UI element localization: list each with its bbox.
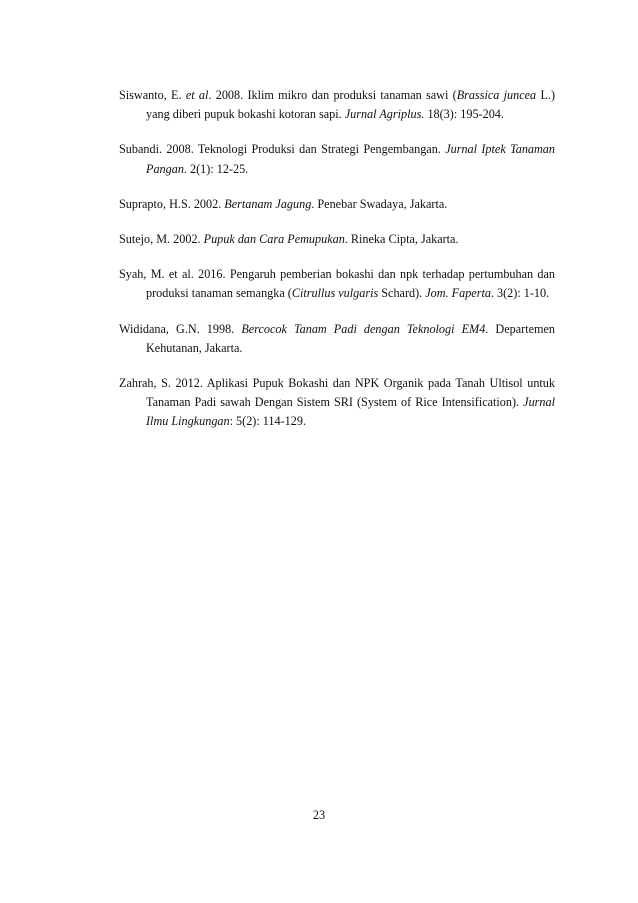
reference-italic-text: Jurnal Agriplus.: [344, 107, 425, 122]
reference-italic-text: Pupuk dan Cara Pemupukan: [203, 232, 345, 247]
reference-text: Syah, M. et al. 2016. Pengaruh pemberian bokashi dan npk terhadap pertumbuhan dan produksi tanaman semangka (: [119, 267, 555, 301]
reference-entry: [119, 140, 555, 178]
reference-text: L.) yang diberi pupuk bokashi kotoran sapi.: [146, 88, 556, 122]
reference-entry: [119, 374, 555, 432]
reference-italic-text: Citrullus vulgaris: [291, 286, 379, 301]
reference-entry: [119, 265, 555, 303]
reference-text: 18(3): 195-204.: [424, 107, 504, 122]
reference-text: . 3(2): 1-10.: [490, 286, 550, 301]
reference-italic-text: Jom. Faperta: [425, 286, 491, 301]
reference-italic-text: Jurnal Ilmu Lingkungan: [146, 395, 555, 429]
reference-text: . 2(1): 12-25.: [183, 161, 249, 176]
reference-italic-text: et al: [185, 88, 209, 102]
reference-text: . 2008. Iklim mikro dan produksi tanaman sawi (: [208, 88, 457, 102]
reference-text: . Penebar Swadaya, Jakarta.: [311, 196, 448, 211]
reference-entry: [119, 230, 555, 249]
page-number: 23: [312, 808, 326, 822]
reference-text: Suprapto, H.S. 2002.: [119, 196, 225, 211]
reference-entry: [119, 195, 555, 214]
reference-text: Schard).: [378, 286, 426, 301]
reference-text: : 5(2): 114-129.: [229, 414, 307, 429]
reference-text: Subandi. 2008. Teknologi Produksi dan Strategi Pengembangan.: [119, 142, 446, 157]
reference-entry: [119, 320, 555, 358]
reference-italic-text: Jurnal Iptek Tanaman Pangan: [146, 142, 555, 176]
reference-text: . Rineka Cipta, Jakarta.: [344, 232, 459, 247]
reference-text: Sutejo, M. 2002.: [119, 232, 204, 247]
reference-entry: [119, 86, 555, 124]
reference-italic-text: Brassica juncea: [456, 88, 537, 102]
reference-text: Zahrah, S. 2012. Aplikasi Pupuk Bokashi dan NPK Organik pada Tanah Ultisol untuk Tanaman Padi sawah Dengan Sistem SRI (System of Rice Intensification).: [119, 376, 555, 410]
reference-italic-text: Bertanam Jagung: [224, 196, 312, 211]
reference-list: [119, 86, 555, 448]
reference-italic-text: Bercocok Tanam Padi dengan Teknologi EM4: [241, 321, 486, 336]
reference-text: Wididana, G.N. 1998.: [119, 321, 242, 336]
reference-text: Siswanto, E.: [119, 88, 186, 102]
reference-text: . Departemen Kehutanan, Jakarta.: [146, 321, 555, 355]
